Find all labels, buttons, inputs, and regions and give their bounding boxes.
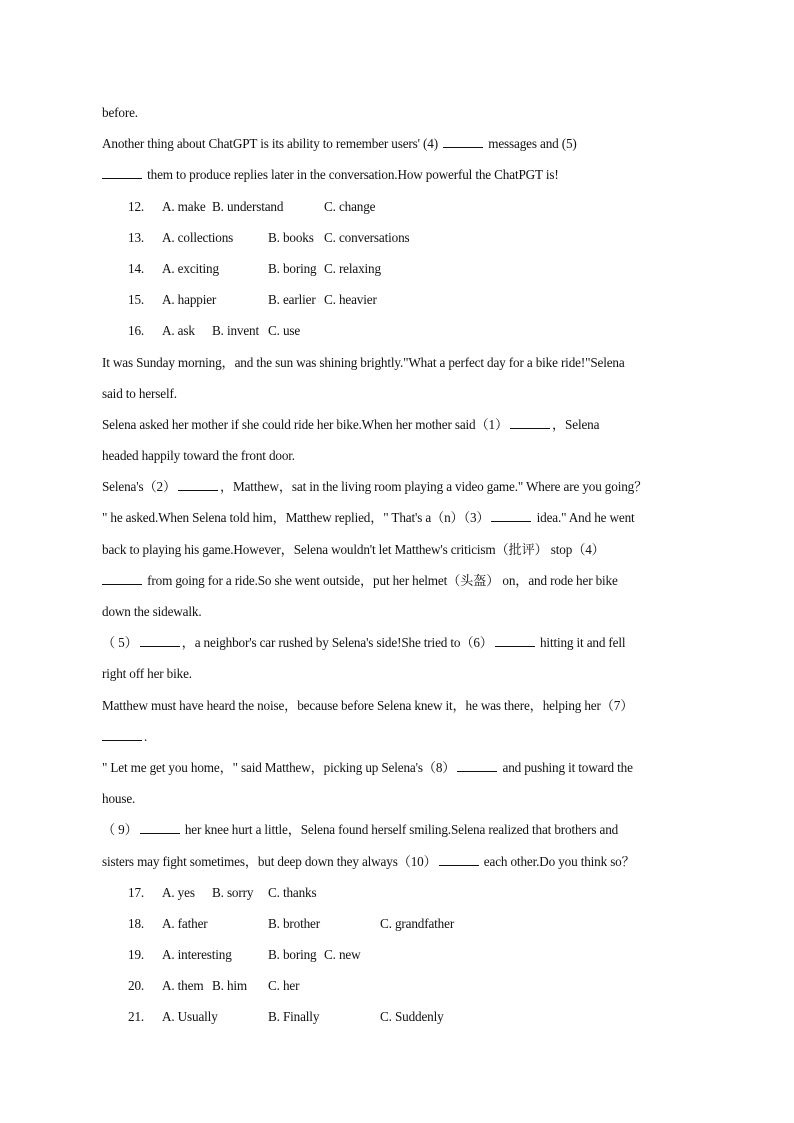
question-number: 15.	[128, 292, 145, 308]
passage-line: back to playing his game.However，Selena wouldn't let Matthew's criticism（批评） stop（4）	[102, 541, 605, 557]
question-number: 14.	[128, 260, 145, 276]
passage-text: ，Matthew，sat in the living room playing a video game." Where are you going？	[219, 479, 648, 495]
question-number: 18.	[128, 915, 145, 931]
passage-line	[102, 726, 702, 757]
option-a: A. make	[162, 198, 206, 214]
question-row	[102, 944, 702, 975]
option-a: A. Usually	[162, 1009, 218, 1025]
option-a: A. father	[162, 915, 208, 931]
question-row	[102, 227, 702, 258]
passage-line: said to herself.	[102, 385, 177, 401]
answer-blank	[491, 509, 531, 522]
passage-text: .	[144, 728, 148, 744]
option-a: A. yes	[162, 884, 195, 900]
passage-text: sisters may fight sometimes，but deep down they always（10）	[102, 853, 437, 869]
passage-text: idea." And he went	[533, 510, 635, 526]
passage-line	[102, 851, 702, 882]
passage-line	[102, 507, 702, 538]
answer-blank	[140, 634, 180, 647]
option-a: A. them	[162, 978, 204, 994]
passage-text: " he asked.When Selena told him，Matthew replied，" That's a（n）（3）	[102, 510, 490, 526]
answer-blank	[102, 572, 142, 585]
passage-text: them to produce replies later in the conversation.How powerful the ChatPGT is!	[144, 167, 559, 183]
option-b: B. books	[268, 229, 314, 245]
option-c: C. relaxing	[324, 260, 381, 276]
passage-line	[102, 570, 702, 601]
option-c: C. grandfather	[380, 915, 455, 931]
question-row	[102, 196, 702, 227]
passage-text: " Let me get you home，" said Matthew，picking up Selena's（8）	[102, 759, 456, 775]
passage-text: ，a neighbor's car rushed by Selena's side!She tried to（6）	[181, 635, 493, 651]
document-page	[102, 102, 702, 1038]
question-number: 17.	[128, 884, 145, 900]
passage-text: Selena's（2）	[102, 479, 176, 495]
question-row	[102, 913, 702, 944]
passage-text: ，Selena	[552, 416, 600, 432]
question-number: 12.	[128, 198, 145, 214]
question-row	[102, 289, 702, 320]
question-number: 13.	[128, 229, 145, 245]
option-b: B. him	[212, 978, 248, 994]
answer-blank	[140, 821, 180, 834]
passage-line: headed happily toward the front door.	[102, 448, 295, 464]
answer-blank	[495, 634, 535, 647]
passage-line	[102, 819, 702, 850]
option-c: C. heavier	[324, 292, 377, 308]
option-a: A. ask	[162, 323, 195, 339]
option-c: C. Suddenly	[380, 1009, 444, 1025]
answer-blank	[439, 853, 479, 866]
option-b: B. boring	[268, 260, 317, 276]
question-number: 20.	[128, 978, 145, 994]
passage-text: Selena asked her mother if she could ride her bike.When her mother said（1）	[102, 416, 509, 432]
passage-line	[102, 133, 702, 164]
passage-text: each other.Do you think so？	[480, 853, 635, 869]
passage-text: messages and (5)	[485, 136, 577, 152]
answer-blank	[457, 759, 497, 772]
passage-text: hitting it and fell	[536, 635, 626, 651]
answer-blank	[510, 416, 550, 429]
option-a: A. exciting	[162, 260, 219, 276]
passage-line: right off her bike.	[102, 666, 192, 682]
passage-line: Matthew must have heard the noise，because before Selena knew it，he was there，helping her（7）	[102, 697, 634, 713]
option-c: C. change	[324, 198, 376, 214]
option-b: B. sorry	[212, 884, 254, 900]
option-a: A. collections	[162, 229, 234, 245]
passage-text: from going for a ride.So she went outside，put her helmet（头盔） on，and rode her bike	[144, 572, 618, 588]
question-row	[102, 882, 702, 913]
option-c: C. new	[324, 947, 361, 963]
option-b: B. invent	[212, 323, 260, 339]
passage-line: before.	[102, 105, 138, 120]
passage-text: and pushing it toward the	[499, 759, 633, 775]
question-row	[102, 1006, 702, 1037]
passage-text: （ 9）	[102, 822, 138, 838]
passage-line	[102, 164, 702, 195]
question-number: 21.	[128, 1009, 145, 1025]
question-row	[102, 320, 702, 351]
passage-text: Another thing about ChatGPT is its ability to remember users' (4)	[102, 136, 442, 152]
question-number: 16.	[128, 323, 145, 339]
passage-line	[102, 414, 702, 445]
option-b: B. understand	[212, 198, 284, 214]
answer-blank	[102, 166, 142, 179]
option-a: A. happier	[162, 292, 217, 308]
passage-line: It was Sunday morning，and the sun was shining brightly."What a perfect day for a bike ride!"Selena	[102, 354, 625, 370]
answer-blank	[178, 478, 218, 491]
question-row	[102, 258, 702, 289]
option-a: A. interesting	[162, 947, 232, 963]
question-number: 19.	[128, 947, 145, 963]
option-b: B. brother	[268, 915, 320, 931]
passage-line	[102, 632, 702, 663]
option-b: B. boring	[268, 947, 317, 963]
answer-blank	[102, 728, 142, 741]
question-row	[102, 975, 702, 1006]
option-c: C. thanks	[268, 884, 317, 900]
passage-line	[102, 757, 702, 788]
passage-line: down the sidewalk.	[102, 604, 202, 619]
option-c: C. her	[268, 978, 300, 994]
option-c: C. conversations	[324, 229, 410, 245]
passage-line	[102, 476, 702, 507]
passage-text: her knee hurt a little，Selena found herself smiling.Selena realized that brothers and	[181, 822, 619, 838]
passage-text: （ 5）	[102, 635, 138, 651]
option-b: B. Finally	[268, 1009, 320, 1025]
passage-line: house.	[102, 791, 136, 807]
option-b: B. earlier	[268, 292, 316, 308]
answer-blank	[443, 135, 483, 148]
option-c: C. use	[268, 323, 301, 339]
